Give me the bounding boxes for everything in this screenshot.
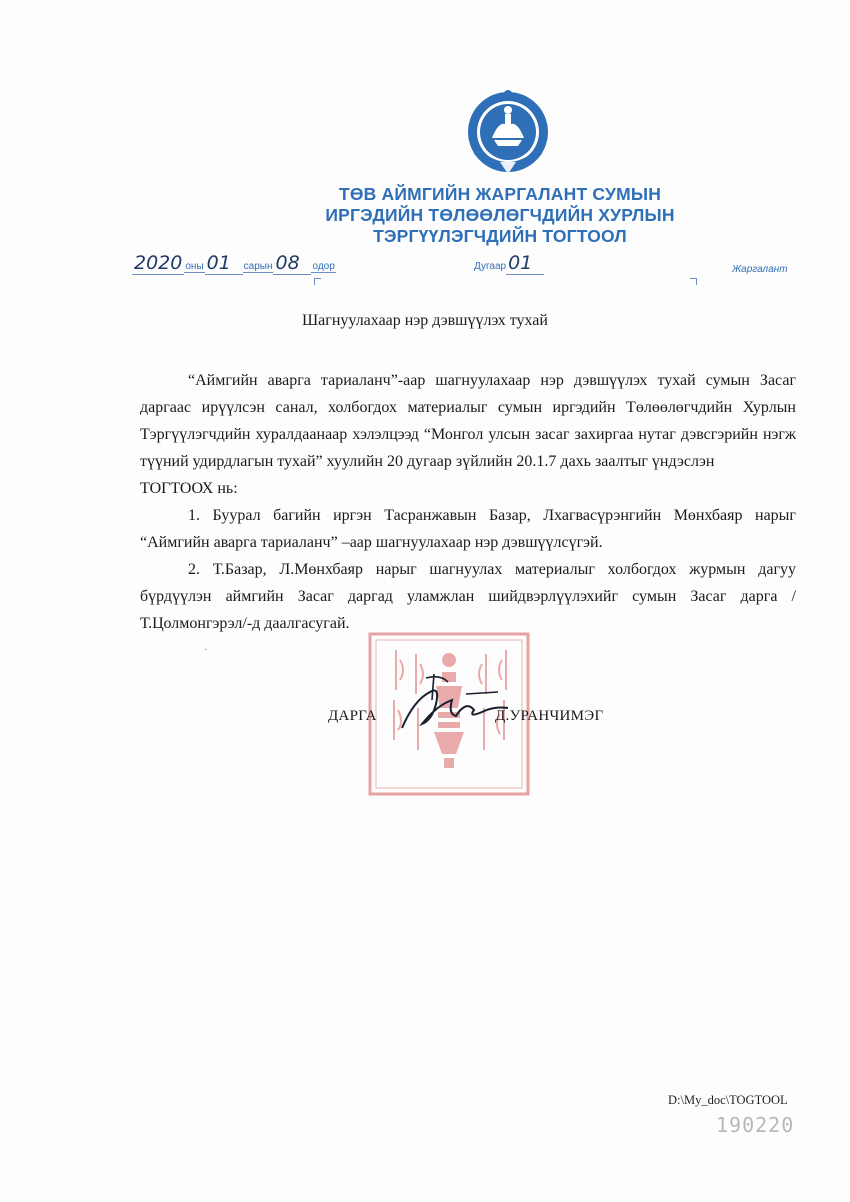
document-number: 01 [506, 252, 544, 275]
document-number-field [474, 252, 544, 275]
date-day-label: одор [312, 261, 335, 272]
handwritten-signature-icon [396, 670, 512, 736]
stray-mark: · [204, 645, 208, 656]
decree-item-1: 1. Буурал багийн иргэн Тасранжавын Базар, Лхагвасүрэнгийн Мөнхбаяр нарыг “Аймгийн аварга тариаланч” –аар шагнуулахаар нэр дэвшүүлсүгэй. [140, 507, 796, 551]
decree-item-2: 2. Т.Базар, Л.Мөнхбаяр нарыг шагнуулах материалыг холбогдох журмын дагуу бүрдүүлэн аймгийн Засаг даргад уламжлан шийдвэрлүүлэхийг сумын Засаг дарга /Т.Цолмонгэрэл/-д даалгасугай. [140, 561, 796, 632]
org-line-3: ТЭРГҮҮЛЭГЧДИЙН ТОГТООЛ [373, 226, 627, 246]
date-month-label: сарын [243, 261, 273, 272]
number-label: Дугаар [474, 261, 507, 272]
document-subject: Шагнуулахаар нэр дэвшүүлэх тухай [302, 312, 548, 329]
mongolia-state-emblem-icon [464, 88, 552, 180]
place-name: Жаргалант [732, 264, 788, 275]
address-corner-right [690, 278, 697, 285]
signature-block [0, 630, 850, 810]
decree-word: ТОГТООХ нь: [140, 480, 238, 497]
organization-title [270, 184, 730, 247]
address-corner-left [314, 278, 321, 285]
date-year-label: оны [185, 261, 204, 272]
intro-paragraph: “Аймгийн аварга тариаланч”-аар шагнуулахаар нэр дэвшүүлэх тухай сумын Засаг даргаас ирүүлсэн санал, холбогдох материалыг сумын иргэдийн Төлөөлөгчдийн Хурлын Тэргүүлэгчдийн хуралдаанаар хэлэлцээд “Монгол улсын засаг захиргаа нутаг дэвсгэрийн нэгж түүний удирдлагын тухай” хуулийн 20 дугаар зүйлийн 20.1.7 дахь заалтыг үндэслэн [140, 372, 796, 470]
signer-name: Д.УРАНЧИМЭГ [495, 708, 604, 724]
document-meta-row [0, 252, 850, 292]
signer-role: ДАРГА [328, 708, 377, 724]
date-year: 2020 [134, 252, 183, 274]
org-line-2: ИРГЭДИЙН ТӨЛӨӨЛӨГЧДИЙН ХУРЛЫН [325, 205, 675, 225]
reference-code: 190220 [716, 1113, 795, 1137]
file-path: D:\My_doc\TOGTOOL [668, 1093, 788, 1107]
date-day: 08 [273, 252, 311, 275]
document-body [140, 367, 796, 637]
date-month: 01 [205, 252, 243, 275]
org-line-1: ТӨВ АЙМГИЙН ЖАРГАЛАНТ СУМЫН [338, 184, 662, 204]
date-field [132, 252, 336, 275]
